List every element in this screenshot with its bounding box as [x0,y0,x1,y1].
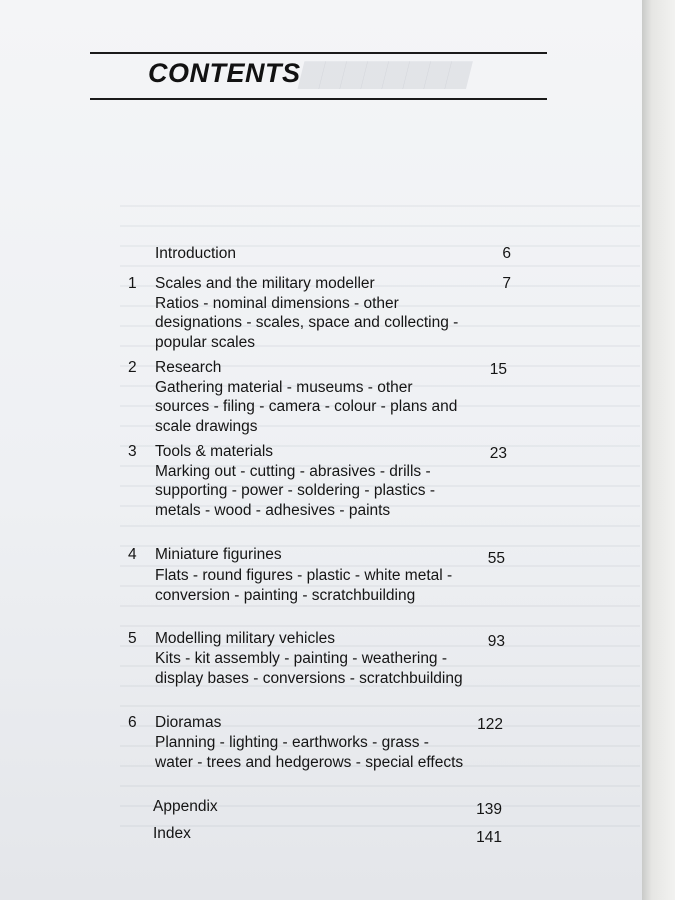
contents-title: CONTENTS [148,58,301,88]
page-number: 15 [489,361,507,378]
chapter-heading: Introduction [155,245,236,262]
chapter-number: 2 [128,359,137,376]
chapter-description: Flats - round figures - plastic - white metal - conversion - painting - scratchbuilding [155,567,453,604]
chapter-heading: Dioramas [155,714,222,731]
chapter-heading: Miniature figurines [155,546,282,563]
chapter-heading: Index [153,825,191,842]
title-rule-bottom [90,98,547,100]
chapter-number: 5 [128,630,137,647]
page-number: 122 [477,716,503,733]
chapter-number: 6 [128,714,137,731]
chapter-heading: Research [155,359,222,376]
chapter-description: Kits - kit assembly - painting - weathering - display bases - conversions - scratchbuilding [155,650,463,687]
chapter-description: Planning - lighting - earthworks - grass - water - trees and hedgerows - special effects [155,734,464,771]
chapter-description: Ratios - nominal dimensions - other designations - scales, space and collecting - popular scales [155,294,459,351]
page-stack-edge [642,0,675,900]
page-number: 23 [489,445,507,462]
chapter-heading: Scales and the military modeller [155,275,375,292]
chapter-number: 4 [128,546,137,563]
chapter-number: 1 [128,275,137,292]
chapter-heading: Tools & materials [155,443,274,460]
page-number: 7 [502,275,511,292]
page-number: 139 [476,801,502,818]
show-through-text: ▇▇▇▇▇▇▇▇ [300,58,468,88]
chapter-heading: Appendix [153,798,218,815]
page-number: 141 [476,829,502,846]
chapter-heading: Modelling military vehicles [155,630,336,647]
page-number: 55 [487,550,505,567]
title-rule-top [90,52,547,54]
page-number: 93 [487,633,505,650]
page-number: 6 [502,245,511,262]
chapter-number: 3 [128,443,137,460]
chapter-description: Gathering material - museums - other sources - filing - camera - colour - plans and scale drawings [155,378,458,435]
chapter-description: Marking out - cutting - abrasives - drills - supporting - power - soldering - plastics - metals - wood - adhesives - paints [155,462,435,519]
